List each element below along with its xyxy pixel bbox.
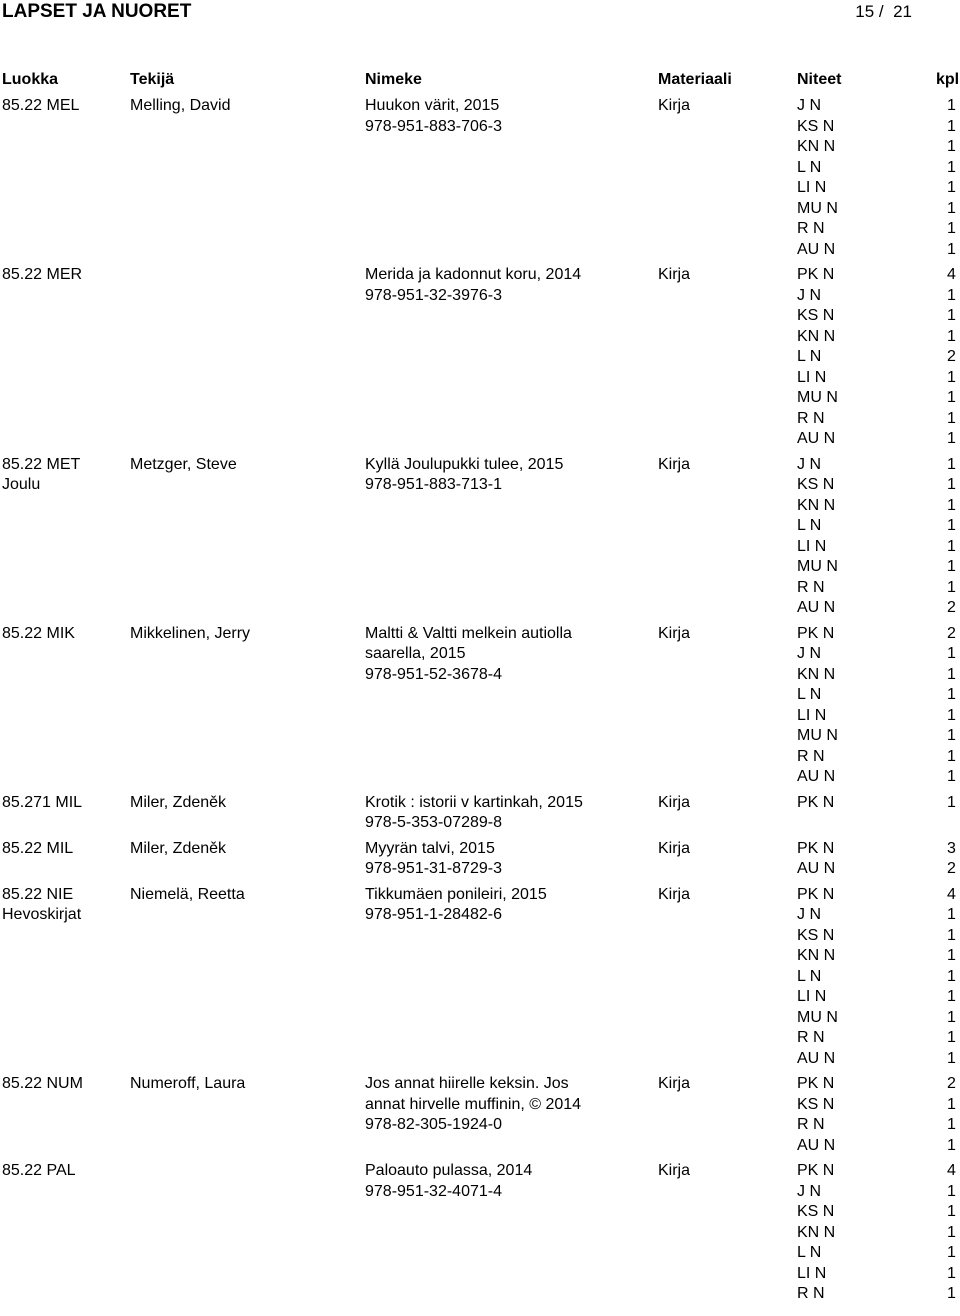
luokka-line: 85.22 MIK <box>2 624 75 642</box>
nide-location: MU N <box>797 1008 838 1026</box>
nide-count: 1 <box>947 1203 956 1220</box>
nimeke-line: 978-951-883-713-1 <box>365 476 502 493</box>
nide-location: L N <box>797 158 822 176</box>
nide-count: 1 <box>947 1095 956 1113</box>
entry-kpl <box>947 1074 956 1156</box>
materiaali-value: Kirja <box>658 624 691 642</box>
column-header-nimeke: Nimeke <box>365 71 422 88</box>
nide-count: 1 <box>947 747 956 765</box>
nimeke-line: Tikkumäen ponileiri, 2015 <box>365 885 547 903</box>
nimeke-line: 978-951-1-28482-6 <box>365 906 502 923</box>
entry-tekija <box>130 839 226 860</box>
catalog-entry <box>0 624 960 793</box>
entry-materiaali <box>658 1074 690 1095</box>
entry-materiaali <box>658 885 690 906</box>
nide-location: L N <box>797 348 822 365</box>
entry-materiaali <box>658 839 690 860</box>
entry-nimeke <box>365 265 581 306</box>
materiaali-value: Kirja <box>658 97 691 114</box>
nide-count: 1 <box>947 1008 956 1026</box>
entry-niteet <box>797 885 838 1070</box>
nide-location: MU N <box>797 199 838 217</box>
nide-count: 1 <box>947 906 956 923</box>
entry-niteet <box>797 793 834 814</box>
nimeke-line: Jos annat hiirelle keksin. Jos <box>365 1075 569 1092</box>
nide-location: KN N <box>797 665 836 683</box>
nimeke-line: Merida ja kadonnut koru, 2014 <box>365 266 582 283</box>
nide-location: KN N <box>797 947 836 964</box>
nide-location: LI N <box>797 368 827 386</box>
catalog-entry <box>0 1074 960 1161</box>
tekija-name: Numeroff, Laura <box>130 1075 246 1092</box>
nimeke-line: Maltti & Valtti melkein autiolla <box>365 624 572 642</box>
entry-kpl <box>947 624 956 788</box>
nide-count: 1 <box>947 389 956 406</box>
entry-kpl <box>947 96 956 260</box>
luokka-line: 85.22 MET <box>2 455 81 473</box>
nide-count: 1 <box>947 199 956 217</box>
nide-location: J N <box>797 455 821 473</box>
nide-location: LI N <box>797 706 827 724</box>
nimeke-line: 978-951-52-3678-4 <box>365 665 502 683</box>
nide-count: 1 <box>947 926 956 944</box>
nide-location: AU N <box>797 240 836 258</box>
nide-count: 1 <box>947 286 956 304</box>
nide-count: 1 <box>947 179 956 196</box>
catalog-entry <box>0 793 960 839</box>
entry-tekija <box>130 1074 245 1095</box>
entry-nimeke <box>365 455 563 496</box>
luokka-line: 85.22 MER <box>2 266 83 283</box>
nide-count: 1 <box>947 727 956 744</box>
entry-tekija <box>130 793 226 814</box>
nide-count: 1 <box>947 665 956 683</box>
tekija-name: Mikkelinen, Jerry <box>130 624 251 642</box>
catalog-entry <box>0 839 960 885</box>
nide-count: 1 <box>947 368 956 386</box>
tekija-name: Niemelä, Reetta <box>130 885 245 903</box>
nide-count: 1 <box>947 496 956 514</box>
catalog-entry <box>0 885 960 1075</box>
materiaali-value: Kirja <box>658 455 691 473</box>
column-header-tekija: Tekijä <box>130 71 175 88</box>
nide-count: 1 <box>947 988 956 1005</box>
column-header-row <box>0 70 960 90</box>
nide-location: KS N <box>797 117 835 135</box>
materiaali-value: Kirja <box>658 1162 691 1179</box>
entry-luokka <box>2 96 79 117</box>
nide-count: 1 <box>947 409 956 427</box>
nide-location: AU N <box>797 599 836 616</box>
nide-count: 1 <box>947 307 956 324</box>
column-header-materiaali: Materiaali <box>658 71 732 88</box>
entry-materiaali <box>658 265 690 286</box>
nide-location: J N <box>797 645 821 662</box>
nide-location: PK N <box>797 793 835 811</box>
nide-location: R N <box>797 409 825 427</box>
entry-luokka <box>2 1161 76 1182</box>
nide-count: 1 <box>947 947 956 964</box>
nide-count: 1 <box>947 1223 956 1241</box>
nide-location: PK N <box>797 1075 835 1092</box>
entry-luokka <box>2 1074 83 1095</box>
nide-count: 1 <box>947 768 956 785</box>
nide-count: 2 <box>947 599 956 616</box>
materiaali-value: Kirja <box>658 1075 691 1092</box>
nide-count: 1 <box>947 517 956 534</box>
catalog-entry <box>0 1161 960 1310</box>
entry-nimeke <box>365 1161 532 1202</box>
nide-count: 1 <box>947 430 956 447</box>
nide-count: 1 <box>947 158 956 176</box>
catalog-entry <box>0 455 960 624</box>
nide-count: 1 <box>947 240 956 258</box>
luokka-line: 85.271 MIL <box>2 793 83 811</box>
entry-materiaali <box>658 455 690 476</box>
nide-location: AU N <box>797 430 836 447</box>
nide-location: J N <box>797 906 821 923</box>
nimeke-line: 978-5-353-07289-8 <box>365 814 502 831</box>
entry-luokka <box>2 624 75 645</box>
nide-location: LI N <box>797 537 827 555</box>
luokka-line: Joulu <box>2 476 41 493</box>
materiaali-value: Kirja <box>658 885 691 903</box>
nide-count: 1 <box>947 1136 956 1154</box>
nide-count: 1 <box>947 793 956 811</box>
entry-nimeke <box>365 839 502 880</box>
entry-niteet <box>797 1161 835 1305</box>
nide-location: PK N <box>797 266 835 283</box>
page-title: LAPSET JA NUORET <box>2 1 192 22</box>
nide-count: 1 <box>947 455 956 473</box>
nide-location: J N <box>797 286 821 304</box>
nide-location: LI N <box>797 1264 827 1282</box>
entry-niteet <box>797 839 835 880</box>
luokka-line: 85.22 MEL <box>2 97 80 114</box>
nide-location: KS N <box>797 476 835 493</box>
nimeke-line: Myyrän talvi, 2015 <box>365 839 495 857</box>
entry-tekija <box>130 96 230 117</box>
nide-location: PK N <box>797 624 835 642</box>
entry-luokka <box>2 455 80 496</box>
nide-location: PK N <box>797 839 835 857</box>
nide-count: 1 <box>947 117 956 135</box>
nimeke-line: 978-951-32-3976-3 <box>365 286 502 304</box>
nide-location: KN N <box>797 327 836 345</box>
nide-count: 4 <box>947 885 956 903</box>
entry-tekija <box>130 885 245 906</box>
nimeke-line: Kyllä Joulupukki tulee, 2015 <box>365 455 564 473</box>
entry-niteet <box>797 624 838 788</box>
tekija-name: Miler, Zdeněk <box>130 839 227 857</box>
nide-count: 2 <box>947 1075 956 1092</box>
nide-location: KN N <box>797 1223 836 1241</box>
nide-location: R N <box>797 220 825 237</box>
nide-count: 1 <box>947 220 956 237</box>
nide-count: 1 <box>947 1244 956 1261</box>
nide-count: 1 <box>947 1049 956 1067</box>
nide-count: 1 <box>947 1182 956 1200</box>
nide-location: LI N <box>797 988 827 1005</box>
nide-count: 1 <box>947 327 956 345</box>
entry-materiaali <box>658 624 690 645</box>
entry-niteet <box>797 265 838 450</box>
nimeke-line: 978-951-31-8729-3 <box>365 860 502 877</box>
nide-count: 2 <box>947 860 956 877</box>
nide-location: AU N <box>797 768 836 785</box>
nide-count: 1 <box>947 706 956 724</box>
nide-location: L N <box>797 686 822 703</box>
nide-location: MU N <box>797 558 838 575</box>
entry-kpl <box>947 1161 956 1305</box>
nide-location: PK N <box>797 1162 835 1179</box>
nide-location: J N <box>797 1182 821 1200</box>
nide-count: 1 <box>947 476 956 493</box>
nide-location: L N <box>797 967 822 985</box>
entry-niteet <box>797 1074 835 1156</box>
nide-count: 1 <box>947 537 956 555</box>
entry-materiaali <box>658 793 690 814</box>
nide-count: 1 <box>947 1264 956 1282</box>
luokka-line: 85.22 PAL <box>2 1162 76 1179</box>
nimeke-line: 978-82-305-1924-0 <box>365 1116 502 1133</box>
entry-tekija <box>130 455 237 476</box>
nimeke-line: 978-951-32-4071-4 <box>365 1182 502 1200</box>
luokka-line: 85.22 NUM <box>2 1075 83 1092</box>
nide-location: R N <box>797 747 825 765</box>
nide-count: 1 <box>947 645 956 662</box>
entry-nimeke <box>365 885 547 926</box>
luokka-line: Hevoskirjat <box>2 906 82 923</box>
nide-location: AU N <box>797 860 836 877</box>
nimeke-line: saarella, 2015 <box>365 645 466 662</box>
entry-luokka <box>2 793 82 814</box>
nide-count: 4 <box>947 266 956 283</box>
entry-nimeke <box>365 96 502 137</box>
entry-nimeke <box>365 1074 581 1136</box>
nide-count: 2 <box>947 624 956 642</box>
nide-count: 1 <box>947 1116 956 1133</box>
nide-location: AU N <box>797 1049 836 1067</box>
nide-location: R N <box>797 1029 825 1046</box>
nide-location: AU N <box>797 1136 836 1154</box>
nide-count: 1 <box>947 578 956 596</box>
entry-nimeke <box>365 624 572 686</box>
page-number: 15 / 21 <box>855 2 912 21</box>
nide-location: KS N <box>797 307 835 324</box>
tekija-name: Metzger, Steve <box>130 455 237 473</box>
tekija-name: Melling, David <box>130 97 231 114</box>
nide-location: MU N <box>797 727 838 744</box>
entry-luokka <box>2 265 82 286</box>
nimeke-line: Krotik : istorii v kartinkah, 2015 <box>365 793 583 811</box>
catalog-entry <box>0 265 960 455</box>
nide-count: 3 <box>947 839 956 857</box>
nide-location: LI N <box>797 179 827 196</box>
catalog-entry <box>0 96 960 265</box>
nide-location: MU N <box>797 389 838 406</box>
entry-materiaali <box>658 1161 690 1182</box>
nide-count: 1 <box>947 967 956 985</box>
nide-location: J N <box>797 97 821 114</box>
nimeke-line: Huukon värit, 2015 <box>365 97 500 114</box>
nide-location: KS N <box>797 1203 835 1220</box>
nide-count: 2 <box>947 348 956 365</box>
nide-location: KS N <box>797 926 835 944</box>
nide-location: L N <box>797 517 822 534</box>
nimeke-line: Paloauto pulassa, 2014 <box>365 1162 533 1179</box>
column-header-niteet: Niteet <box>797 71 842 88</box>
entry-kpl <box>947 455 956 619</box>
entry-niteet <box>797 455 838 619</box>
nide-location: L N <box>797 1244 822 1261</box>
materiaali-value: Kirja <box>658 793 691 811</box>
entry-kpl <box>947 839 956 880</box>
nimeke-line: annat hirvelle muffinin, © 2014 <box>365 1095 582 1113</box>
nide-count: 1 <box>947 558 956 575</box>
nide-count: 4 <box>947 1162 956 1179</box>
luokka-line: 85.22 NIE <box>2 885 74 903</box>
nimeke-line: 978-951-883-706-3 <box>365 117 502 135</box>
column-header-luokka: Luokka <box>2 71 59 88</box>
nide-location: KN N <box>797 138 836 155</box>
nide-location: R N <box>797 578 825 596</box>
materiaali-value: Kirja <box>658 839 691 857</box>
nide-location: R N <box>797 1285 825 1302</box>
nide-location: KN N <box>797 496 836 514</box>
nide-count: 1 <box>947 138 956 155</box>
entry-tekija <box>130 624 250 645</box>
nide-location: R N <box>797 1116 825 1133</box>
nide-location: KS N <box>797 1095 835 1113</box>
entry-materiaali <box>658 96 690 117</box>
entry-kpl <box>947 885 956 1070</box>
entry-nimeke <box>365 793 583 834</box>
nide-count: 1 <box>947 97 956 114</box>
luokka-line: 85.22 MIL <box>2 839 74 857</box>
catalog-entries <box>0 96 960 1310</box>
nide-count: 1 <box>947 686 956 703</box>
entry-kpl <box>947 265 956 450</box>
nide-location: PK N <box>797 885 835 903</box>
tekija-name: Miler, Zdeněk <box>130 793 227 811</box>
entry-luokka <box>2 885 81 926</box>
nide-count: 1 <box>947 1285 956 1302</box>
materiaali-value: Kirja <box>658 266 691 283</box>
entry-niteet <box>797 96 838 260</box>
entry-luokka <box>2 839 73 860</box>
entry-kpl <box>947 793 956 814</box>
nide-count: 1 <box>947 1029 956 1046</box>
column-header-kpl: kpl <box>936 71 960 88</box>
